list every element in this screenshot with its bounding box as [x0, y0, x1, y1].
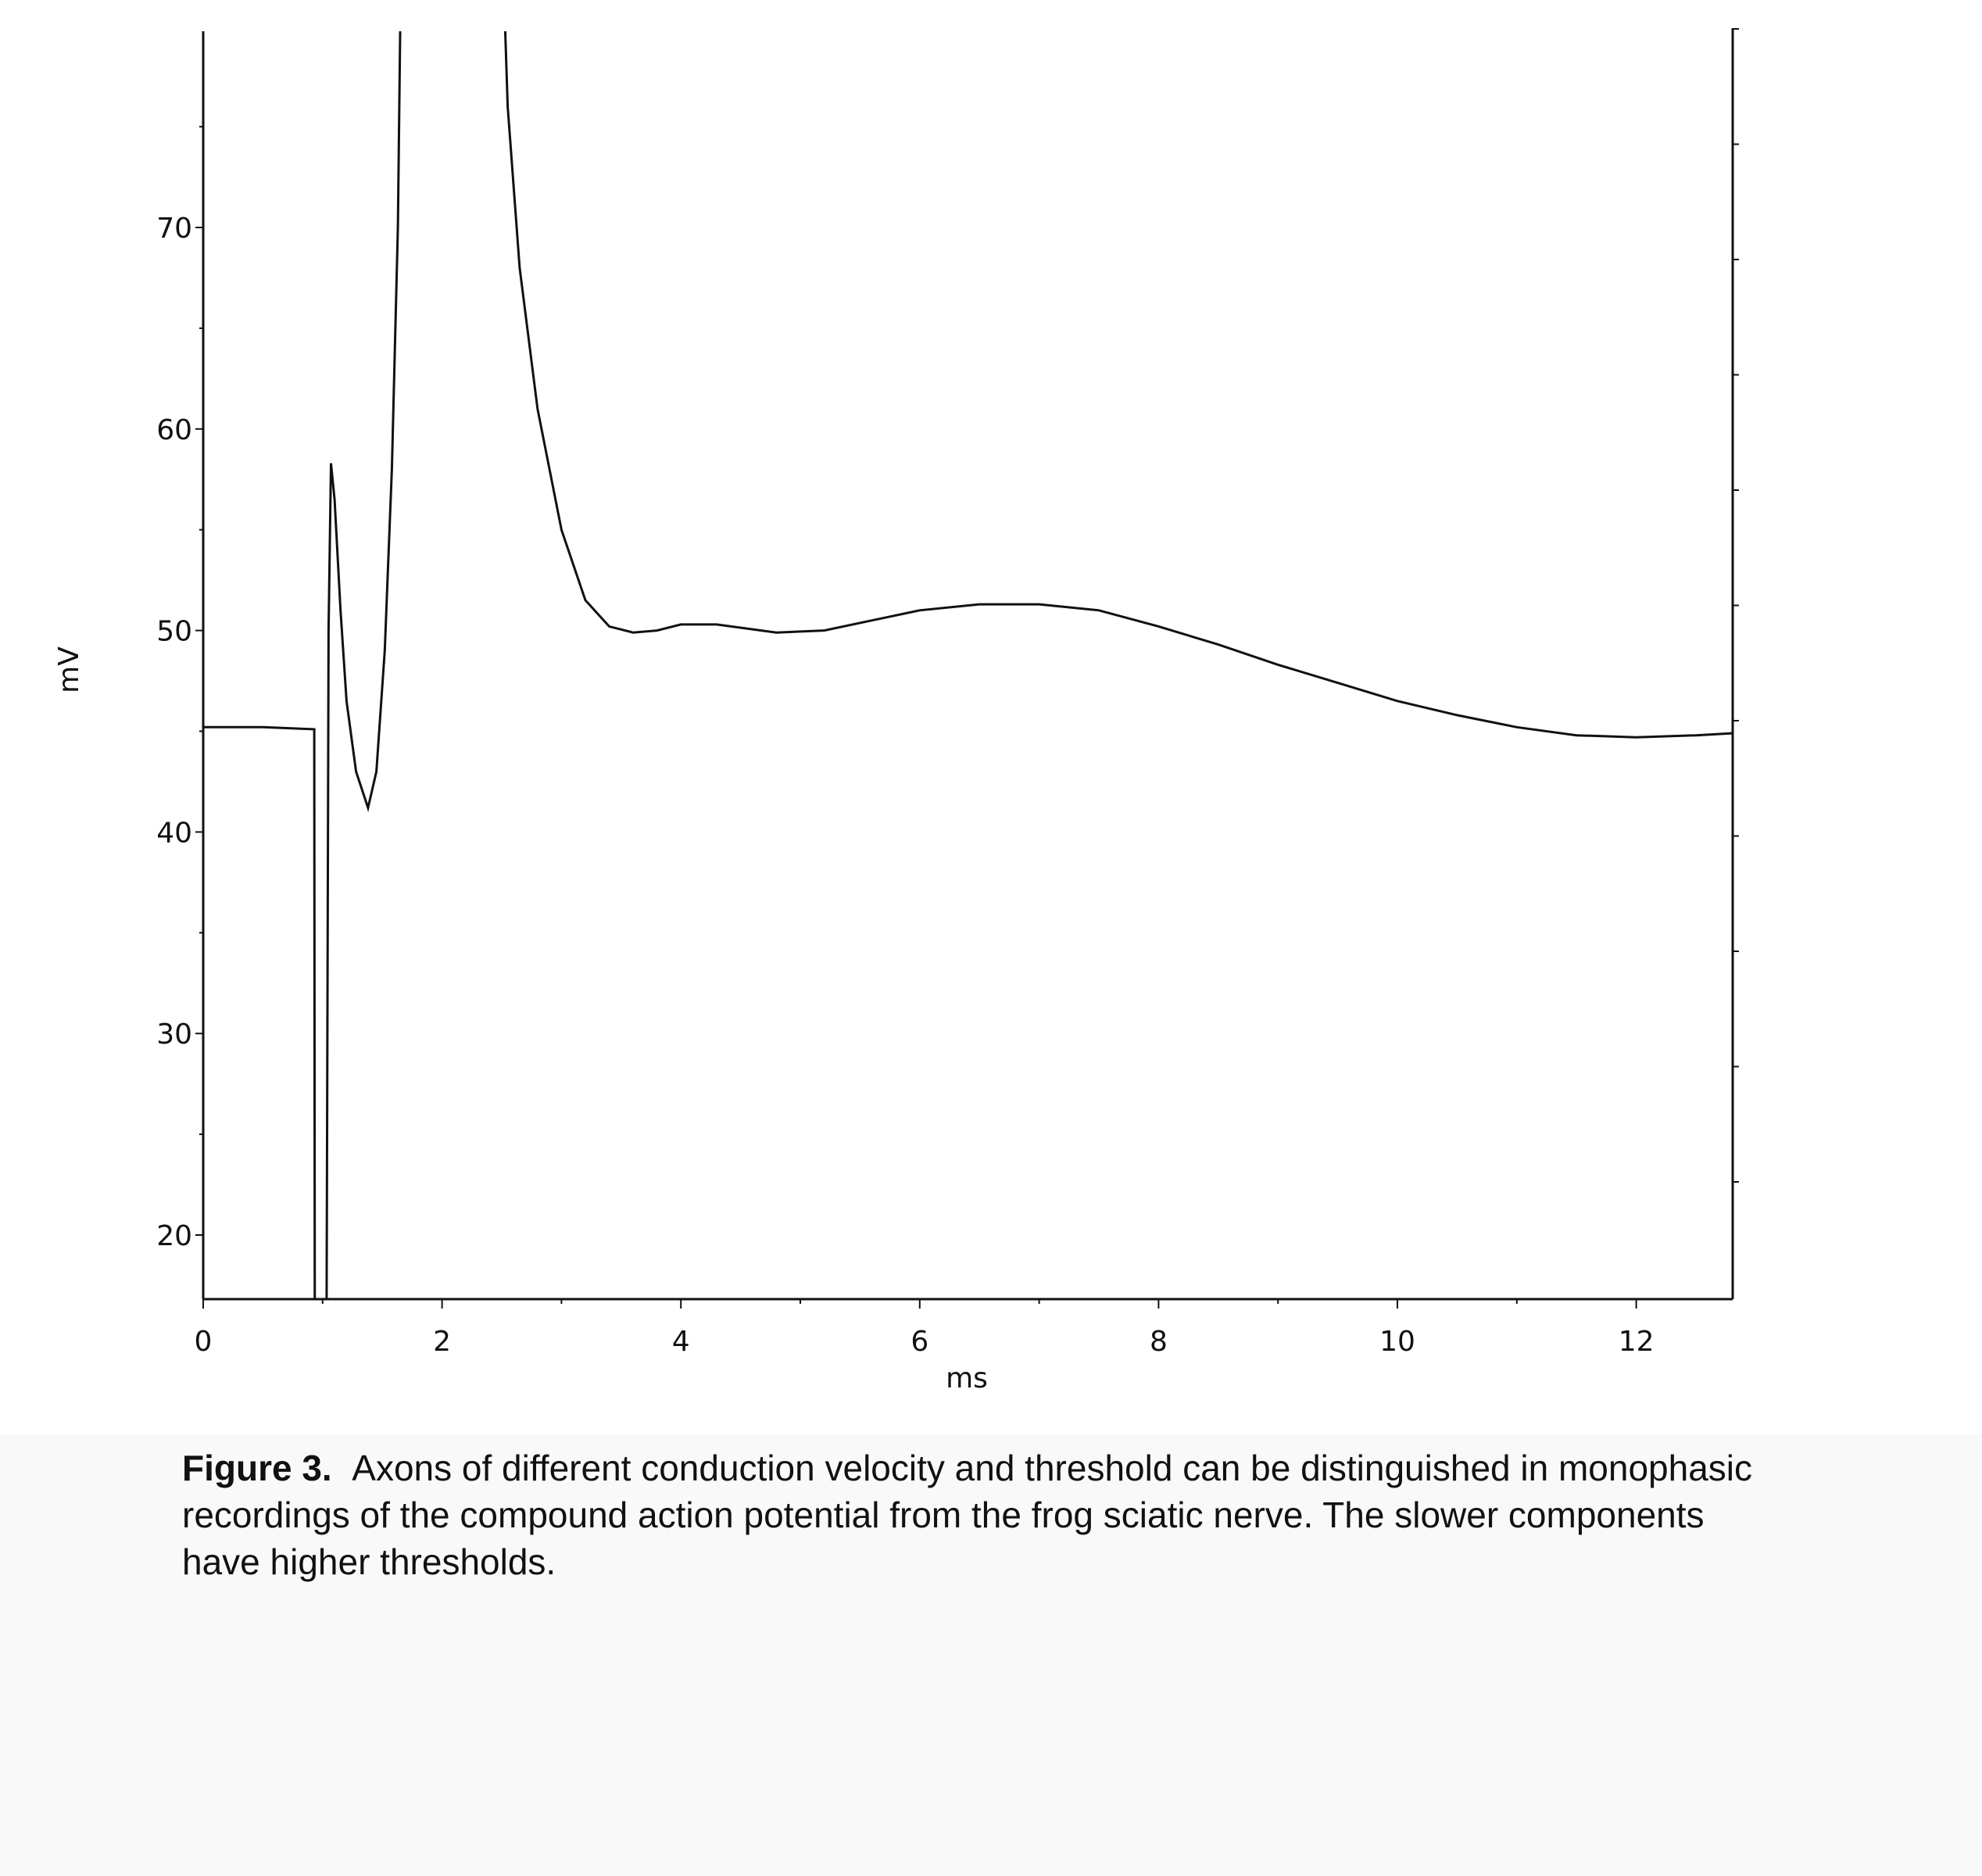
x-tick-label: 10: [1379, 1326, 1415, 1358]
y-tick-label: 20: [156, 1220, 192, 1252]
y-tick-label: 40: [156, 817, 192, 850]
x-tick-label: 8: [1149, 1326, 1168, 1358]
x-tick-label: 12: [1618, 1326, 1655, 1358]
y-axis-label: mV: [53, 646, 85, 693]
caption-text: Axons of different conduction velocity and threshold can be distinguished in monophasic recordings of the compound action potential from the frog sciatic nerve. The slower components have higher thresholds.: [182, 1448, 1753, 1582]
x-axis-label: ms: [946, 1362, 988, 1394]
axes: [203, 28, 1733, 1299]
y-tick-label: 50: [156, 615, 192, 648]
x-tick-label: 0: [194, 1326, 213, 1358]
y-tick-label: 30: [156, 1019, 192, 1051]
y-tick-label: 70: [156, 213, 192, 245]
caption-label: Figure 3.: [182, 1448, 332, 1488]
x-tick-label: 4: [671, 1326, 690, 1358]
x-tick-label: 6: [911, 1326, 929, 1358]
x-tick-label: 2: [433, 1326, 452, 1358]
ticks: [195, 29, 1739, 1309]
figure-caption: [182, 1445, 1761, 1585]
series-line: [203, 0, 1732, 1434]
y-tick-label: 60: [156, 414, 192, 446]
tick-labels: [156, 213, 1654, 1358]
